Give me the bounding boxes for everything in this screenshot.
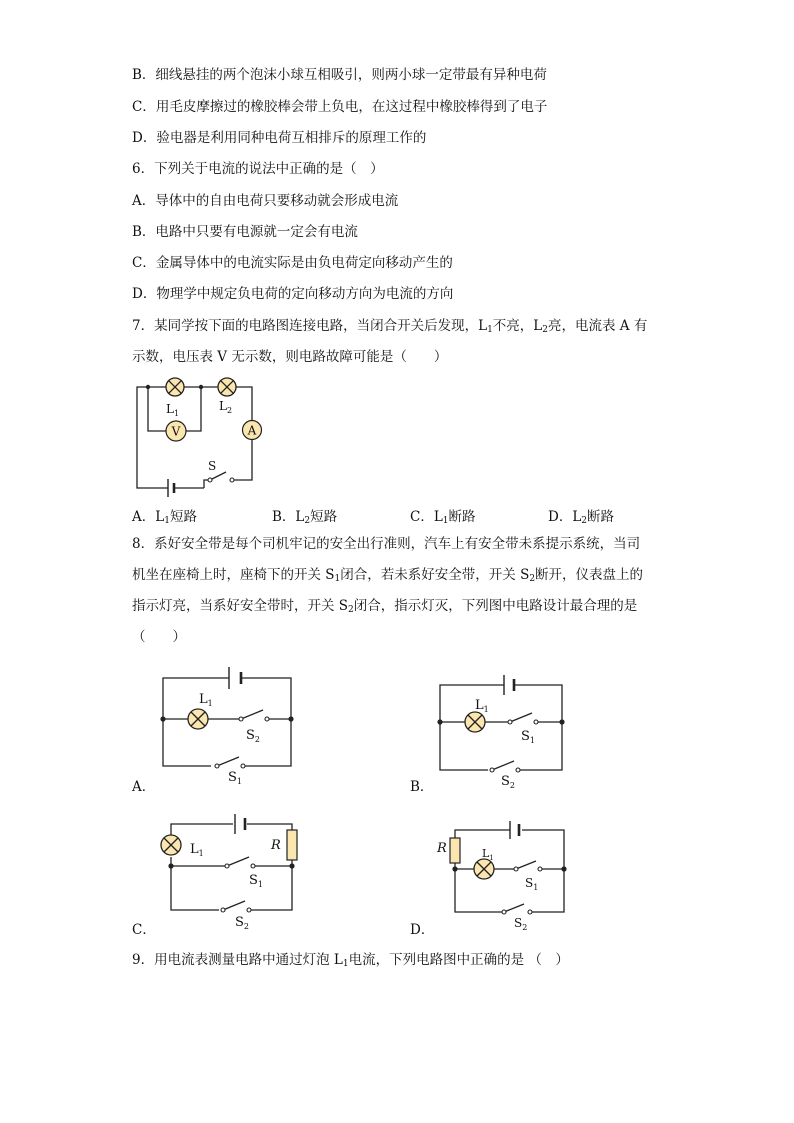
switch-s2-icon <box>490 761 520 772</box>
label-s1: $S_1$ <box>228 770 242 786</box>
lamp-l1-icon <box>188 709 208 729</box>
junction-dot <box>561 866 566 871</box>
ammeter-icon <box>243 421 262 440</box>
switch-s1-icon <box>215 757 245 768</box>
battery-icon <box>235 814 245 834</box>
q7-stem-line1: 7．某同学按下面的电路图连接电路，当闭合开关后发现，$L_1$不亮，$L_2$亮，电流表 A 有 <box>132 318 648 335</box>
junction-dot <box>288 716 293 721</box>
switch-s1-icon <box>225 857 255 868</box>
lamp-l1-icon <box>474 859 494 879</box>
junction-dot <box>452 866 457 871</box>
junction-dot <box>168 863 173 868</box>
label-s: S <box>208 459 217 473</box>
label-l1: $L_1$ <box>190 842 204 858</box>
q7-option-b: B．$L_2$短路 <box>272 509 338 526</box>
battery-icon <box>168 479 204 497</box>
q7-option-a: A．$L_1$短路 <box>132 509 197 526</box>
q8-label-d: D． <box>410 922 435 938</box>
lamp-l1-icon <box>465 712 485 732</box>
resistor-icon <box>287 830 297 860</box>
lamp-l1-icon <box>166 378 184 396</box>
label-l1: $L_1$ <box>199 692 213 708</box>
junction-dot <box>160 716 165 721</box>
q5-option-c: C．用毛皮摩擦过的橡胶棒会带上负电，在这过程中橡胶棒得到了电子 <box>132 99 548 115</box>
lamp-l2-icon <box>218 378 236 396</box>
q8-circuit-c <box>155 810 305 931</box>
battery-icon <box>504 675 514 695</box>
label-l1: $L_1$ <box>475 698 489 714</box>
switch-s1-icon <box>514 861 542 871</box>
lamp-l1-icon <box>161 835 181 855</box>
switch-s2-icon <box>221 901 251 912</box>
label-s2: $S_2$ <box>501 774 515 790</box>
switch-s-icon <box>204 472 234 488</box>
q8-stem-line4: （ ） <box>132 629 186 645</box>
label-s1: $S_1$ <box>521 729 535 745</box>
q8-stem-line3: 指示灯亮，当系好安全带时，开关 $S_2$闭合，指示灯灭，下列图中电路设计最合理的是 <box>132 598 638 615</box>
q6-stem: 6．下列关于电流的说法中正确的是（ ） <box>132 161 384 177</box>
junction-dot <box>289 863 294 868</box>
label-r: R <box>437 841 447 856</box>
q8-circuit-d <box>434 820 574 932</box>
q8-label-c: C． <box>132 922 156 938</box>
label-l1: $L_1$ <box>482 847 494 862</box>
junction-dot <box>437 719 442 724</box>
q9-stem: 9．用电流表测量电路中通过灯泡 $L_1$电流，下列电路图中正确的是 （ ） <box>132 952 569 969</box>
q8-circuit-a <box>155 658 300 788</box>
q8-label-a: A． <box>132 779 156 795</box>
junction-dot <box>146 385 150 389</box>
switch-s2-icon <box>239 710 269 721</box>
label-l2: $L_2$ <box>219 399 233 415</box>
label-r: R <box>271 838 281 853</box>
q7-stem-line2: 示数，电压表 V 无示数，则电路故障可能是（ ） <box>132 349 448 365</box>
voltmeter-icon <box>166 421 186 441</box>
svg-text:V: V <box>171 424 181 439</box>
battery-icon <box>229 667 241 689</box>
q7-circuit-diagram <box>130 372 270 494</box>
switch-s2-icon <box>502 904 532 914</box>
junction-dot <box>559 719 564 724</box>
q7-option-d: D．$L_2$断路 <box>548 509 615 526</box>
battery-icon <box>510 821 519 839</box>
q8-stem-line2: 机坐在座椅上时，座椅下的开关 $S_1$闭合，若未系好安全带，开关 $S_2$断开，仪表盘上的 <box>132 567 644 584</box>
q6-option-d: D．物理学中规定负电荷的定向移动方向为电流的方向 <box>132 286 454 302</box>
label-s2: $S_2$ <box>246 728 260 744</box>
label-s1: $S_1$ <box>525 876 539 892</box>
q5-option-d: D．验电器是利用同种电荷互相排斥的原理工作的 <box>132 130 427 146</box>
q8-stem-line1: 8．系好安全带是每个司机牢记的安全出行准则，汽车上有安全带未系提示系统，当司 <box>132 536 641 552</box>
junction-dot <box>199 385 203 389</box>
q7-option-c: C．$L_1$断路 <box>410 509 476 526</box>
label-s2: $S_2$ <box>235 915 249 931</box>
resistor-icon <box>450 838 460 863</box>
svg-text:A: A <box>247 423 257 438</box>
q6-option-b: B．电路中只要有电源就一定会有电流 <box>132 224 358 240</box>
label-l1: $L_1$ <box>166 402 180 418</box>
switch-s1-icon <box>508 713 538 724</box>
label-s1: $S_1$ <box>249 873 263 889</box>
q5-option-b: B．细线悬挂的两个泡沫小球互相吸引，则两小球一定带最有异种电荷 <box>132 67 547 83</box>
q6-option-a: A．导体中的自由电荷只要移动就会形成电流 <box>132 193 399 209</box>
q6-option-c: C．金属导体中的电流实际是由负电荷定向移动产生的 <box>132 255 453 271</box>
q8-label-b: B． <box>410 779 434 795</box>
label-s2: $S_2$ <box>514 916 528 932</box>
q8-circuit-b <box>434 672 574 792</box>
